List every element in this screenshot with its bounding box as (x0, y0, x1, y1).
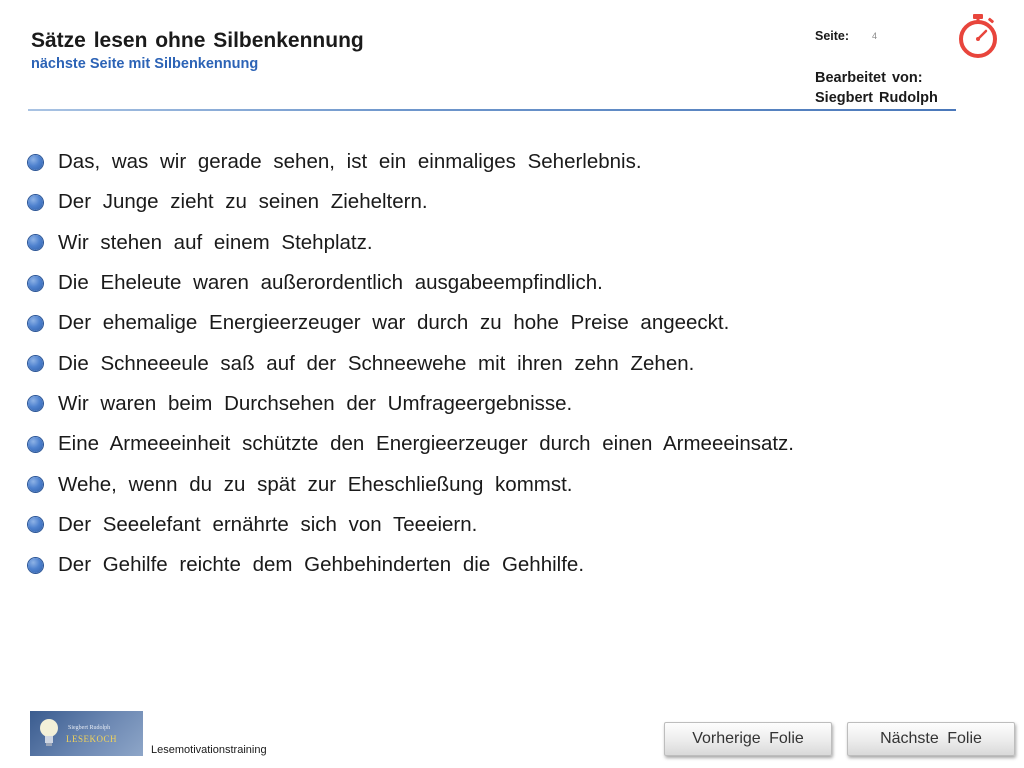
sentence-text: Der Seeelefant ernährte sich von Teeeiern. (58, 512, 478, 536)
sentence-item (28, 303, 794, 343)
sentence-item (28, 343, 794, 383)
sentence-item (28, 464, 794, 504)
sentence-text: Eine Armeeeinheit schützte den Energieerzeuger durch einen Armeeeinsatz. (58, 432, 795, 456)
bullet-icon (28, 477, 43, 492)
page-title: Sätze lesen ohne Silbenkennung (31, 29, 364, 52)
bullet-icon (28, 155, 43, 170)
page-label: Seite: (815, 29, 850, 43)
sentence-text: Wehe, wenn du zu spät zur Eheschließung kommst. (58, 472, 573, 496)
sentence-item (28, 545, 794, 585)
bullet-icon (28, 235, 43, 250)
page-subtitle: nächste Seite mit Silbenkennung (31, 56, 259, 72)
stopwatch-icon[interactable] (954, 12, 1002, 60)
editor-info (815, 68, 938, 108)
sentence-item (28, 223, 794, 263)
sentence-text: Der Gehilfe reichte dem Gehbehinderten die Gehhilfe. (58, 553, 585, 577)
author-name: Siegbert Rudolph (815, 90, 938, 106)
next-slide-button[interactable]: Nächste Folie (847, 722, 1015, 756)
bullet-icon (28, 396, 43, 411)
bullet-icon (28, 356, 43, 371)
bullet-icon (28, 316, 43, 331)
sentence-text: Der ehemalige Energieerzeuger war durch zu hohe Preise angeeckt. (58, 311, 730, 335)
sentence-item (28, 142, 794, 182)
bullet-icon (28, 195, 43, 210)
sentence-item (28, 424, 794, 464)
logo-brand: LESEKOCH (66, 734, 117, 744)
sentence-item (28, 505, 794, 545)
page-number: 4 (872, 31, 878, 41)
sentence-text: Der Junge zieht zu seinen Zieheltern. (58, 190, 428, 214)
bullet-icon (28, 276, 43, 291)
sentence-text: Die Schneeeule saß auf der Schneewehe mit ihren zehn Zehen. (58, 351, 695, 375)
sentence-list (28, 142, 794, 585)
bullet-icon (28, 558, 43, 573)
sentence-text: Wir stehen auf einem Stehplatz. (58, 230, 373, 254)
lightbulb-icon (36, 717, 62, 747)
sentence-text: Das, was wir gerade sehen, ist ein einmaliges Seherlebnis. (58, 150, 642, 174)
sentence-item (28, 182, 794, 222)
sentence-text: Wir waren beim Durchsehen der Umfrageergebnisse. (58, 391, 573, 415)
sentence-item (28, 263, 794, 303)
bullet-icon (28, 517, 43, 532)
edited-by-label: Bearbeitet von: (815, 70, 923, 86)
bullet-icon (28, 437, 43, 452)
header-divider (28, 109, 956, 111)
lesekoch-logo (30, 711, 143, 756)
sentence-text: Die Eheleute waren außerordentlich ausgabeempfindlich. (58, 271, 603, 295)
sentence-item (28, 384, 794, 424)
logo-author: Siegbert Rudolph (68, 725, 111, 731)
previous-slide-button[interactable]: Vorherige Folie (664, 722, 832, 756)
program-name: Lesemotivationstraining (151, 744, 267, 756)
